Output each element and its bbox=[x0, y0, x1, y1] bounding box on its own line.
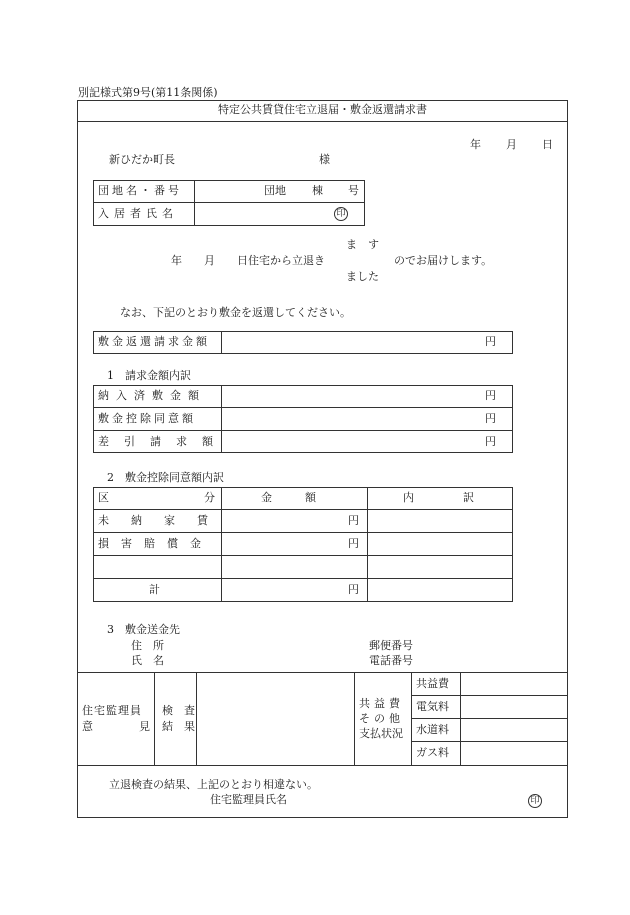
deduction-row-unit-1: 円 bbox=[348, 514, 359, 527]
inspection-result-label-1: 検 査 bbox=[162, 704, 195, 717]
header-uchi: 内 bbox=[403, 491, 414, 504]
claim-row-unit-1: 円 bbox=[485, 389, 496, 402]
supervisor-opinion-label-2a: 意 bbox=[82, 720, 93, 733]
payment-item-gas: ガス料 bbox=[416, 746, 449, 759]
masu-text: ま す bbox=[346, 238, 379, 251]
claim-row-label-2: 敷金控除同意額 bbox=[98, 412, 196, 425]
resident-seal-icon: 印 bbox=[334, 207, 348, 221]
move-text-before: 日住宅から立退き bbox=[237, 254, 325, 267]
claim-row-label-3: 差引請求額 bbox=[98, 435, 228, 448]
request-sentence: なお、下記のとおり敷金を返還してください。 bbox=[120, 306, 351, 319]
payment-status-label-1: 共益費 bbox=[359, 697, 404, 710]
payment-item-electricity: 電気料 bbox=[416, 700, 449, 713]
mashita-text: ました bbox=[346, 270, 379, 283]
date-month: 月 bbox=[506, 138, 517, 151]
supervisor-opinion-label-2b: 見 bbox=[139, 720, 150, 733]
deduction-row-label-2: 損害賠償金 bbox=[98, 537, 213, 550]
footer-statement: 立退検査の結果、上記のとおり相違ない。 bbox=[109, 778, 318, 791]
postal-code-label: 郵便番号 bbox=[369, 639, 413, 652]
header-kingaku: 金 額 bbox=[261, 491, 316, 504]
move-year: 年 bbox=[171, 254, 182, 267]
payment-status-label-2: その他 bbox=[359, 712, 404, 725]
claim-row-unit-3: 円 bbox=[485, 435, 496, 448]
form-reference: 別記様式第9号(第11条関係) bbox=[78, 86, 218, 99]
gou-text: 号 bbox=[348, 184, 359, 197]
deduction-row-label-1: 未納家賃 bbox=[98, 514, 230, 527]
inspection-result-label-2: 結 果 bbox=[162, 720, 195, 733]
addressee-sama: 様 bbox=[319, 153, 330, 166]
payment-item-water: 水道料 bbox=[416, 723, 449, 736]
supervisor-name-label: 住宅監理員氏名 bbox=[210, 793, 287, 806]
section2-heading: 2 敷金控除同意額内訳 bbox=[107, 471, 224, 484]
claim-row-label-1: 納入済敷金額 bbox=[98, 389, 206, 402]
header-bun: 分 bbox=[204, 491, 215, 504]
danchi-text: 団地 bbox=[264, 184, 286, 197]
addressee: 新ひだか町長 bbox=[109, 153, 175, 166]
supervisor-opinion-label-1: 住宅監理員 bbox=[82, 704, 142, 717]
phone-number-label: 電話番号 bbox=[369, 654, 413, 667]
deduction-total-unit: 円 bbox=[348, 583, 359, 596]
supervisor-seal-icon: 印 bbox=[528, 794, 542, 808]
claim-row-unit-2: 円 bbox=[485, 412, 496, 425]
refund-amount-label: 敷金返還請求金額 bbox=[98, 335, 210, 348]
header-wake: 訳 bbox=[463, 491, 474, 504]
move-text-after: のでお届けします。 bbox=[394, 254, 493, 267]
resident-name-label: 入居者氏名 bbox=[98, 207, 178, 220]
danchi-name-label: 団地名・番号 bbox=[98, 184, 182, 197]
deduction-row-unit-2: 円 bbox=[348, 537, 359, 550]
date-day: 日 bbox=[542, 138, 553, 151]
date-year: 年 bbox=[470, 138, 481, 151]
move-month: 月 bbox=[204, 254, 215, 267]
section3-heading: 3 敷金送金先 bbox=[107, 623, 180, 636]
deduction-total-label: 計 bbox=[149, 583, 160, 596]
tou-text: 棟 bbox=[312, 184, 323, 197]
form-title: 特定公共賃貸住宅立退届・敷金返還請求書 bbox=[218, 103, 427, 116]
payment-status-label-3: 支払状況 bbox=[359, 727, 403, 740]
section1-heading: 1 請求金額内訳 bbox=[107, 369, 191, 382]
payment-item-common-fee: 共益費 bbox=[416, 677, 449, 690]
name-label: 氏 名 bbox=[131, 654, 164, 667]
address-label: 住 所 bbox=[131, 639, 164, 652]
refund-amount-unit: 円 bbox=[485, 335, 496, 348]
header-kubun: 区 bbox=[98, 491, 109, 504]
form-frame bbox=[77, 100, 568, 818]
